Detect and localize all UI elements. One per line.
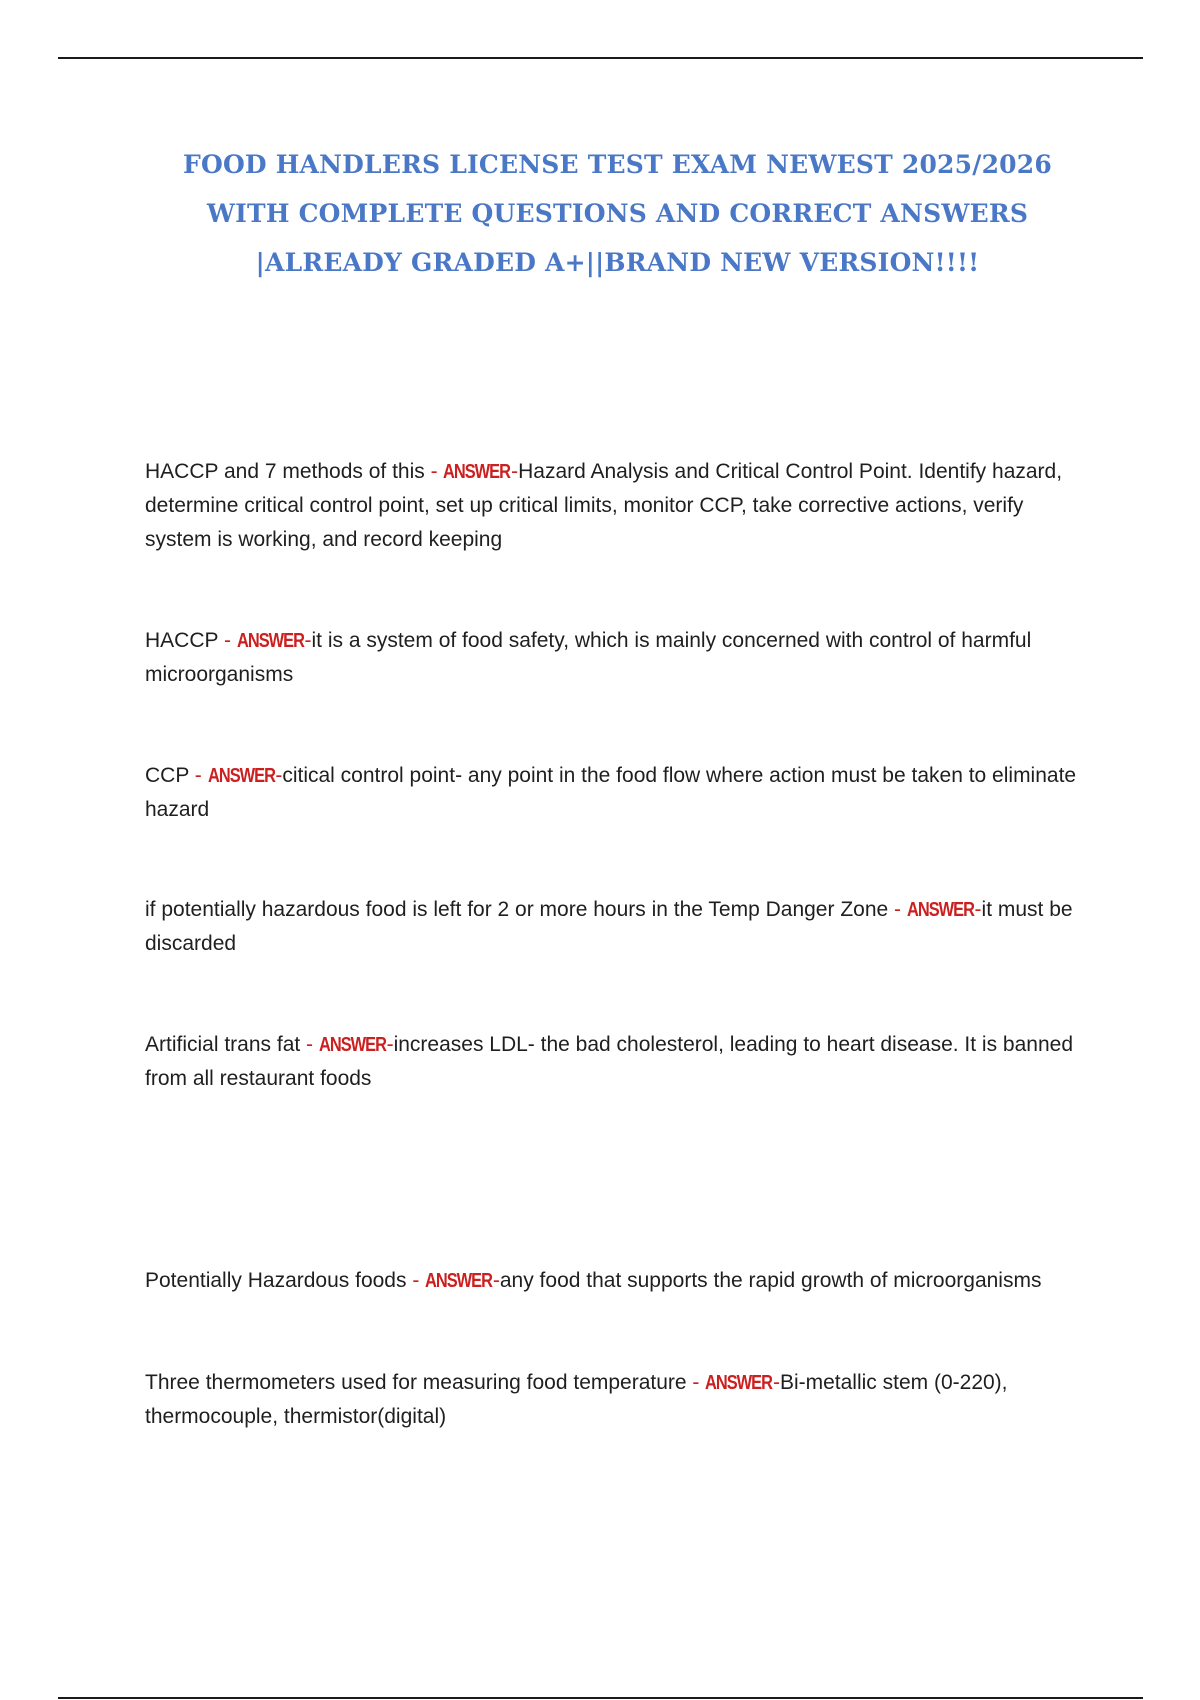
answer-label: ANSWER bbox=[207, 765, 275, 787]
qa-question: CCP bbox=[145, 764, 189, 787]
qa-item bbox=[145, 893, 1090, 961]
qa-separator: - bbox=[218, 629, 237, 652]
answer-joiner: - bbox=[511, 460, 519, 483]
document-title: FOOD HANDLERS LICENSE TEST EXAM NEWEST 2025/2026 WITH COMPLETE QUESTIONS AND CORRECT ANSWERS |ALREADY GRADED A+||BRAND NEW VERSION!!!! bbox=[183, 150, 1052, 277]
qa-item bbox=[145, 1028, 1090, 1096]
qa-question: Artificial trans fat bbox=[145, 1033, 301, 1056]
answer-label: ANSWER bbox=[443, 461, 511, 483]
answer-label: ANSWER bbox=[236, 630, 304, 652]
answer-label: ANSWER bbox=[906, 899, 974, 921]
qa-question: Three thermometers used for measuring food temperature bbox=[145, 1371, 687, 1394]
qa-item bbox=[145, 1366, 1090, 1434]
qa-answer: increases LDL- the bad cholesterol, leading to heart disease. It is banned from all restaurant foods bbox=[145, 1033, 1074, 1090]
qa-answer: any food that supports the rapid growth of microorganisms bbox=[499, 1269, 1042, 1292]
bottom-rule bbox=[58, 1697, 1143, 1699]
qa-item bbox=[145, 1264, 1090, 1298]
answer-label: ANSWER bbox=[705, 1372, 773, 1394]
qa-answer: it is a system of food safety, which is mainly concerned with control of harmful microorganisms bbox=[145, 629, 1032, 686]
qa-item bbox=[145, 624, 1090, 692]
top-rule bbox=[58, 57, 1143, 59]
qa-answer: Bi-metallic stem (0-220), thermocouple, thermistor(digital) bbox=[145, 1371, 1008, 1428]
qa-question: if potentially hazardous food is left for 2 or more hours in the Temp Danger Zone bbox=[145, 898, 889, 921]
qa-separator: - bbox=[686, 1371, 706, 1394]
qa-separator: - bbox=[188, 764, 208, 787]
qa-question: HACCP and 7 methods of this bbox=[145, 460, 425, 483]
qa-answer: Hazard Analysis and Critical Control Point. Identify hazard, determine critical control point, set up critical limits, monitor CCP, take corrective actions, verify system is working, and record keeping bbox=[145, 460, 1063, 551]
answer-label: ANSWER bbox=[425, 1270, 493, 1292]
qa-separator: - bbox=[406, 1269, 426, 1292]
answer-joiner: - bbox=[275, 764, 283, 787]
qa-separator: - bbox=[424, 460, 444, 483]
qa-separator: - bbox=[888, 898, 907, 921]
answer-joiner: - bbox=[974, 898, 982, 921]
qa-question: Potentially Hazardous foods bbox=[145, 1269, 407, 1292]
qa-answer: citical control point- any point in the food flow where action must be taken to eliminate hazard bbox=[145, 764, 1077, 821]
answer-joiner: - bbox=[386, 1033, 394, 1056]
qa-answer: it must be discarded bbox=[145, 898, 1073, 955]
qa-separator: - bbox=[300, 1033, 319, 1056]
answer-joiner: - bbox=[304, 629, 312, 652]
qa-item bbox=[145, 455, 1090, 557]
qa-question: HACCP bbox=[145, 629, 219, 652]
answer-joiner: - bbox=[772, 1371, 780, 1394]
answer-joiner: - bbox=[492, 1269, 500, 1292]
answer-label: ANSWER bbox=[318, 1034, 386, 1056]
qa-item bbox=[145, 759, 1090, 827]
